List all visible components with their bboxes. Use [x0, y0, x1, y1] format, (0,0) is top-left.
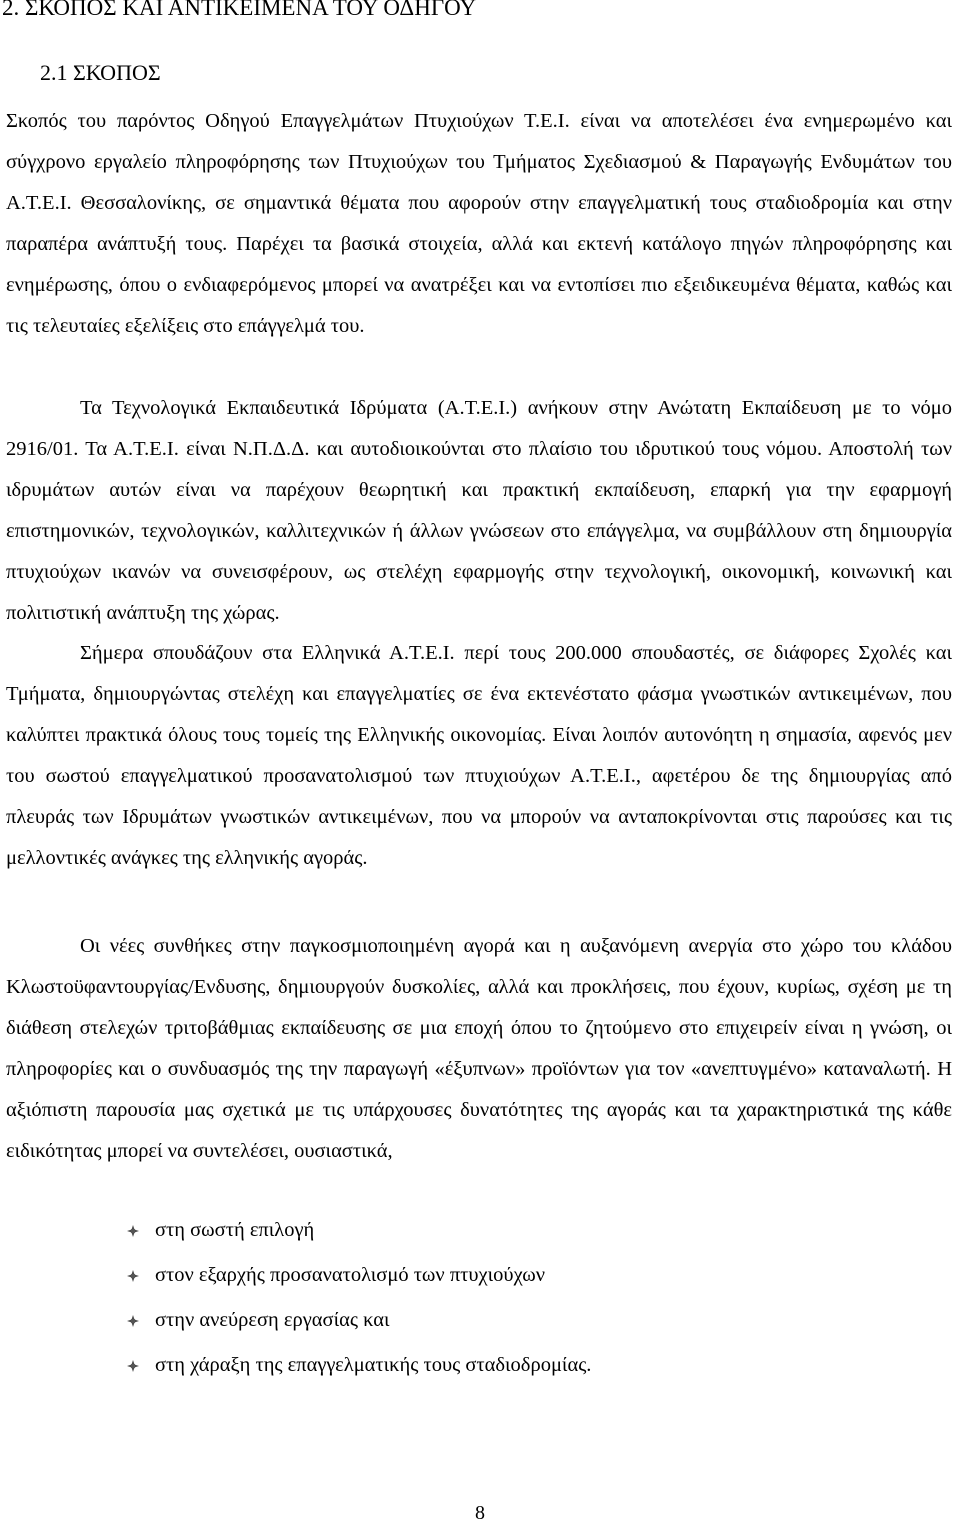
list-item [0, 1253, 946, 1298]
bullet-list [0, 1208, 946, 1388]
paragraph-new-conditions: Οι νέες συνθήκες στην παγκοσμιοποιημένη αγορά και η αυξανόμενη ανεργία στο χώρο του κλάδου Κλωστοϋφαντουργίας/Ενδυσης, δημιουργούν δυσκολίες, αλλά και προκλήσεις, που έχουν, κυρίως, σχέση με τη διάθεση στελεχών τριτοβάθμιας εκπαίδευσης σε μια εποχή όπου το ζητούμενο στο επιχειρείν είναι η γνώση, οι πληροφορίες και ο συνδυασμός της την παραγωγή «έξυπνων» προϊόντων για τον «ανεπτυγμένο» καταναλωτή. Η αξιόπιστη παρουσία μας σχετικά με τις υπάρχουσες δυνατότητες της αγοράς και τα χαρακτηριστικά της κάθε ειδικότητας μπορεί να συντελέσει, ουσιαστικά, [6, 935, 952, 1162]
list-item-text: στη χάραξη της επαγγελματικής τους σταδιοδρομίας. [155, 1354, 592, 1376]
paragraph-purpose: Σκοπός του παρόντος Οδηγού Επαγγελμάτων Πτυχιούχων Τ.Ε.Ι. είναι να αποτελέσει ένα ενημερωμένο και σύγχρονο εργαλείο πληροφόρησης των Πτυχιούχων του Τμήματος Σχεδιασμού & Παραγωγής Ενδυμάτων του Α.Τ.Ε.Ι. Θεσσαλονίκης, σε σημαντικά θέματα που αφορούν στην επαγγελματική τους σταδιοδρομία και στην παραπέρα ανάπτυξή τους. Παρέχει τα βασικά στοιχεία, αλλά και εκτενή κατάλογο πηγών πληροφόρησης και ενημέρωσης, όπου ο ενδιαφερόμενος μπορεί να ανατρέξει και να εντοπίσει πιο εξειδικευμένα θέματα, καθώς και τις τελευταίες εξελίξεις στο επάγγελμά του. [6, 110, 952, 337]
section-title: 2.1 ΣΚΟΠΟΣ [40, 60, 161, 85]
list-item-text: στην ανεύρεση εργασίας και [155, 1309, 390, 1331]
sparkle-bullet-icon [127, 1315, 139, 1327]
page-number: 8 [475, 1502, 485, 1524]
list-item [0, 1343, 946, 1388]
list-item [0, 1298, 946, 1343]
paragraph-students: Σήμερα σπουδάζουν στα Ελληνικά Α.Τ.Ε.Ι. περί τους 200.000 σπουδαστές, σε διάφορες Σχολές και Τμήματα, δημιουργώντας στελέχη και επαγγελματίες σε ένα εκτενέστατο φάσμα γνωστικών αντικειμένων, που καλύπτει πρακτικά όλους τους τομείς της Ελληνικής οικονομίας. Είναι λοιπόν αυτονόητη η σημασία, αφενός μεν του σωστού επαγγελματικού προσανατολισμού των πτυχιούχων Α.Τ.Ε.Ι., αφετέρου δε της δημιουργίας από πλευράς των Ιδρυμάτων γνωστικών αντικειμένων, που να μπορούν να ανταποκρίνονται στις παρούσες και τις μελλοντικές ανάγκες της ελληνικής αγοράς. [6, 642, 952, 869]
sparkle-bullet-icon [127, 1360, 139, 1372]
list-item [0, 1208, 946, 1253]
sparkle-bullet-icon [127, 1225, 139, 1237]
chapter-title: 2. ΣΚΟΠΟΣ ΚΑΙ ΑΝΤΙΚΕΙΜΕΝΑ ΤΟΥ ΟΔΗΓΟΥ [2, 0, 477, 20]
list-item-text: στον εξαρχής προσανατολισμό των πτυχιούχων [155, 1264, 545, 1286]
sparkle-bullet-icon [127, 1270, 139, 1282]
paragraph-tei-institutions: Τα Τεχνολογικά Εκπαιδευτικά Ιδρύματα (Α.Τ.Ε.Ι.) ανήκουν στην Ανώτατη Εκπαίδευση με το νόμο 2916/01. Τα Α.Τ.Ε.Ι. είναι Ν.Π.Δ.Δ. και αυτοδιοικούνται στο πλαίσιο του ιδρυτικού τους νόμου. Αποστολή των ιδρυμάτων αυτών είναι να παρέχουν θεωρητική και πρακτική εκπαίδευση, επαρκή για την εφαρμογή επιστημονικών, τεχνολογικών, καλλιτεχνικών ή άλλων γνώσεων στο επάγγελμα, να συμβάλλουν στη δημιουργία πτυχιούχων ικανών να συνεισφέρουν, ως στελέχη εφαρμογής στην τεχνολογική, οικονομική, κοινωνική και πολιτιστική ανάπτυξη της χώρας. [6, 397, 952, 624]
list-item-text: στη σωστή επιλογή [155, 1219, 315, 1241]
